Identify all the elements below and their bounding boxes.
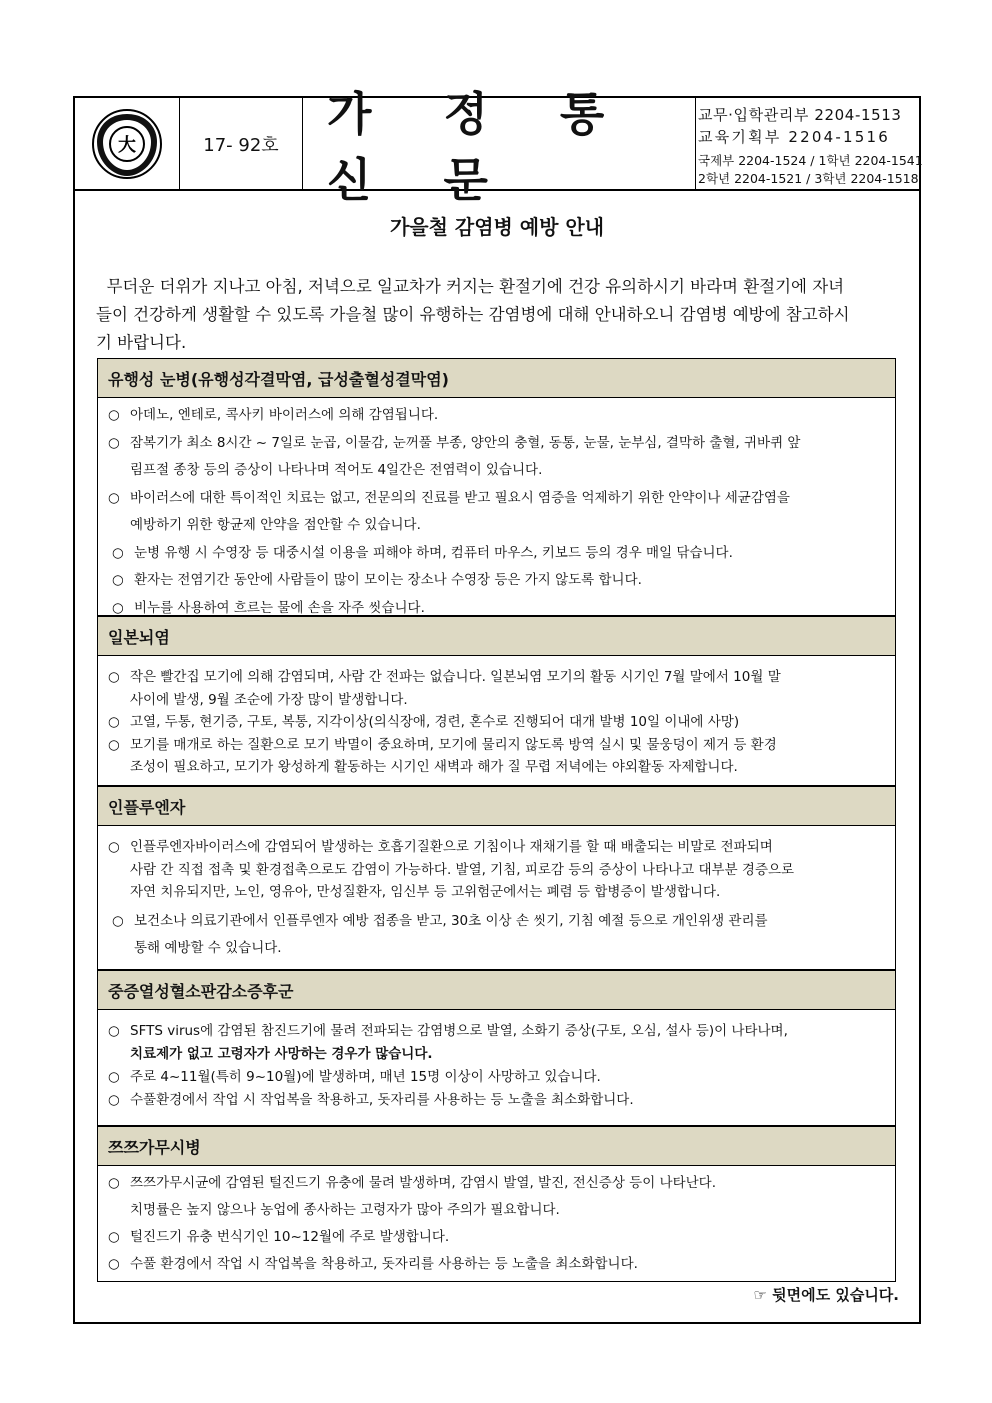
circle-bullet-icon: ○ — [108, 714, 120, 730]
circle-bullet-icon: ○ — [112, 912, 124, 929]
item-text: SFTS virus에 감염된 참진드기에 물려 전파되는 감염병으로 발열, 소화기 증상(구토, 오심, 설사 등)이 나타나며, — [130, 1023, 788, 1039]
contact-info — [696, 98, 923, 189]
item-text: 사이에 발생, 9월 조순에 가장 많이 발생합니다. — [130, 691, 408, 708]
item-text: 비누를 사용하여 흐르는 물에 손을 자주 씻습니다. — [134, 599, 425, 616]
circle-bullet-icon: ○ — [108, 434, 120, 451]
document-frame — [73, 86, 923, 1324]
intro-paragraph — [96, 273, 902, 357]
section-sfts — [97, 970, 896, 1126]
item-text: 아데노, 엔테로, 콕사키 바이러스에 의해 감염됩니다. — [130, 407, 439, 423]
list-item — [108, 836, 885, 904]
circle-bullet-icon: ○ — [108, 1069, 120, 1085]
item-text: 털진드기 유충 번식기인 10~12월에 주로 발생합니다. — [130, 1229, 450, 1245]
emblem-text: 大 — [118, 135, 136, 156]
list-item — [108, 666, 885, 711]
section-items — [98, 1010, 895, 1112]
item-text: 림프절 종창 등의 증상이 나타나며 적어도 4일간은 전염력이 있습니다. — [130, 462, 543, 478]
item-text: 통해 예방할 수 있습니다. — [134, 939, 282, 956]
circle-bullet-icon: ○ — [108, 1175, 120, 1191]
circle-bullet-icon: ○ — [108, 1092, 120, 1108]
circle-bullet-icon: ○ — [112, 599, 124, 616]
contact-line: 2학년 2204-1521 / 3학년 2204-1518 — [698, 171, 919, 186]
circle-bullet-icon: ○ — [112, 544, 124, 561]
section-influenza — [97, 786, 896, 970]
item-text: 바이러스에 대한 특이적인 치료는 없고, 전문의의 진료를 받고 필요시 염증을 억제하기 위한 안약이나 세균감염을 — [130, 489, 790, 506]
contact-line: 국제부 2204-1524 / 1학년 2204-1541 — [698, 153, 923, 168]
item-text: 치료제가 없고 고령자가 사망하는 경우가 많습니다. — [130, 1046, 433, 1062]
list-item — [108, 734, 885, 779]
intro-line: 기 바랍니다. — [96, 333, 187, 352]
section-heading: 중증열성혈소판감소증후군 — [98, 970, 895, 1010]
item-text: 자연 치유되지만, 노인, 영유아, 만성질환자, 임신부 등 고위험군에서는 폐렴 등 합병증이 발생합니다. — [130, 884, 721, 900]
newsletter-title: 가 정 통 신 문 — [303, 98, 696, 189]
item-text: 수풀환경에서 작업 시 작업복을 착용하고, 돗자리를 사용하는 등 노출을 최소화합니다. — [130, 1092, 634, 1108]
circle-bullet-icon: ○ — [108, 839, 120, 855]
list-item — [112, 908, 885, 962]
list-item — [108, 1224, 885, 1251]
circle-bullet-icon: ○ — [108, 1023, 120, 1039]
item-text: 쯔쯔가무시균에 감염된 털진드기 유충에 물려 발생하며, 감염시 발열, 발진, 전신증상 등이 나타난다. — [130, 1175, 717, 1191]
list-item — [108, 1170, 885, 1224]
list-item — [108, 430, 885, 485]
circle-bullet-icon: ○ — [112, 572, 124, 588]
issue-number: 17- 92호 — [180, 98, 303, 189]
list-item — [108, 485, 885, 540]
header-table — [75, 86, 923, 207]
section-items — [98, 826, 895, 962]
circle-bullet-icon: ○ — [108, 489, 120, 506]
section-heading: 쯔쯔가무시병 — [98, 1126, 895, 1166]
section-scrub-typhus — [97, 1126, 896, 1282]
item-text: 수풀 환경에서 작업 시 작업복을 착용하고, 돗자리를 사용하는 등 노출을 최소화합니다. — [130, 1256, 638, 1272]
section-heading: 인플루엔자 — [98, 786, 895, 826]
item-text: 예방하기 위한 항균제 안약을 점안할 수 있습니다. — [130, 517, 421, 533]
intro-line: 들이 건강하게 생활할 수 있도록 가을철 많이 유행하는 감염병에 대해 안내하오니 감염병 예방에 참고하시 — [96, 305, 850, 324]
item-text: 고열, 두통, 현기증, 구토, 복통, 지각이상(의식장애, 경련, 혼수로 진행되어 대개 발병 10일 이내에 사망) — [130, 714, 740, 730]
item-text: 잠복기가 최소 8시간 ~ 7일로 눈곱, 이물감, 눈꺼풀 부종, 양안의 충혈, 동통, 눈물, 눈부심, 결막하 출혈, 귀바퀴 앞 — [130, 434, 801, 451]
continued-on-back-note: ☞ 뒷면에도 있습니다. — [753, 1286, 899, 1304]
contact-line: 교육기획부 2204-1516 — [698, 128, 890, 146]
list-item — [108, 711, 885, 734]
item-text: 치명률은 높지 않으나 농업에 종사하는 고령자가 많아 주의가 필요합니다. — [130, 1202, 560, 1218]
contact-line: 교무·입학관리부 2204-1513 — [698, 106, 902, 124]
list-item — [108, 1066, 885, 1089]
item-text: 보건소나 의료기관에서 인플루엔자 예방 접종을 받고, 30초 이상 손 씻기, 기침 예절 등으로 개인위생 관리를 — [134, 912, 768, 929]
list-item — [108, 402, 885, 430]
list-item — [112, 567, 885, 595]
document-title: 가을철 감염병 예방 안내 — [389, 215, 605, 239]
item-text: 조성이 필요하고, 모기가 왕성하게 활동하는 시기인 새벽과 해가 질 무렵 저녁에는 야외활동 자제합니다. — [130, 759, 738, 775]
section-heading: 유행성 눈병(유행성각결막염, 급성출혈성결막염) — [98, 358, 895, 398]
item-text: 인플루엔자바이러스에 감염되어 발생하는 호흡기질환으로 기침이나 재채기를 할 때 배출되는 비말로 전파되며 — [130, 839, 773, 855]
section-japanese-encephalitis — [97, 616, 896, 786]
list-item — [108, 1089, 885, 1112]
list-item — [108, 1020, 885, 1066]
item-text: 눈병 유행 시 수영장 등 대중시설 이용을 피해야 하며, 컴퓨터 마우스, 키보드 등의 경우 매일 닦습니다. — [134, 544, 733, 561]
section-items — [98, 656, 895, 779]
item-text: 모기를 매개로 하는 질환으로 모기 박멸이 중요하며, 모기에 물리지 않도록 방역 실시 및 물웅덩이 제거 등 환경 — [130, 736, 777, 753]
circle-bullet-icon: ○ — [108, 736, 120, 753]
section-heading: 일본뇌염 — [98, 616, 895, 656]
intro-line: 무더운 더위가 지나고 아침, 저녁으로 일교차가 커지는 환절기에 건강 유의하시기 바라며 환절기에 자녀 — [96, 277, 845, 296]
circle-bullet-icon: ○ — [108, 669, 120, 685]
list-item — [108, 1251, 885, 1278]
section-items — [98, 1166, 895, 1278]
item-text: 주로 4~11월(특히 9~10월)에 발생하며, 매년 15명 이상이 사망하고 있습니다. — [130, 1069, 601, 1085]
section-epidemic-keratoconjunctivitis — [97, 358, 896, 616]
circle-bullet-icon: ○ — [108, 1229, 120, 1245]
section-items — [98, 398, 895, 622]
item-text: 환자는 전염기간 동안에 사람들이 많이 모이는 장소나 수영장 등은 가지 않도록 합니다. — [134, 572, 642, 588]
school-emblem-icon — [75, 98, 179, 189]
circle-bullet-icon: ○ — [108, 1256, 120, 1272]
item-text: 작은 빨간집 모기에 의해 감염되며, 사람 간 전파는 없습니다. 일본뇌염 모기의 활동 시기인 7월 말에서 10월 말 — [130, 669, 781, 685]
school-logo-cell — [75, 98, 180, 189]
circle-bullet-icon: ○ — [108, 407, 120, 423]
item-text: 사람 간 직접 접촉 및 환경접촉으로도 감염이 가능하다. 발열, 기침, 피로감 등의 증상이 나타나고 대부분 경증으로 — [130, 861, 795, 878]
list-item — [112, 540, 885, 568]
